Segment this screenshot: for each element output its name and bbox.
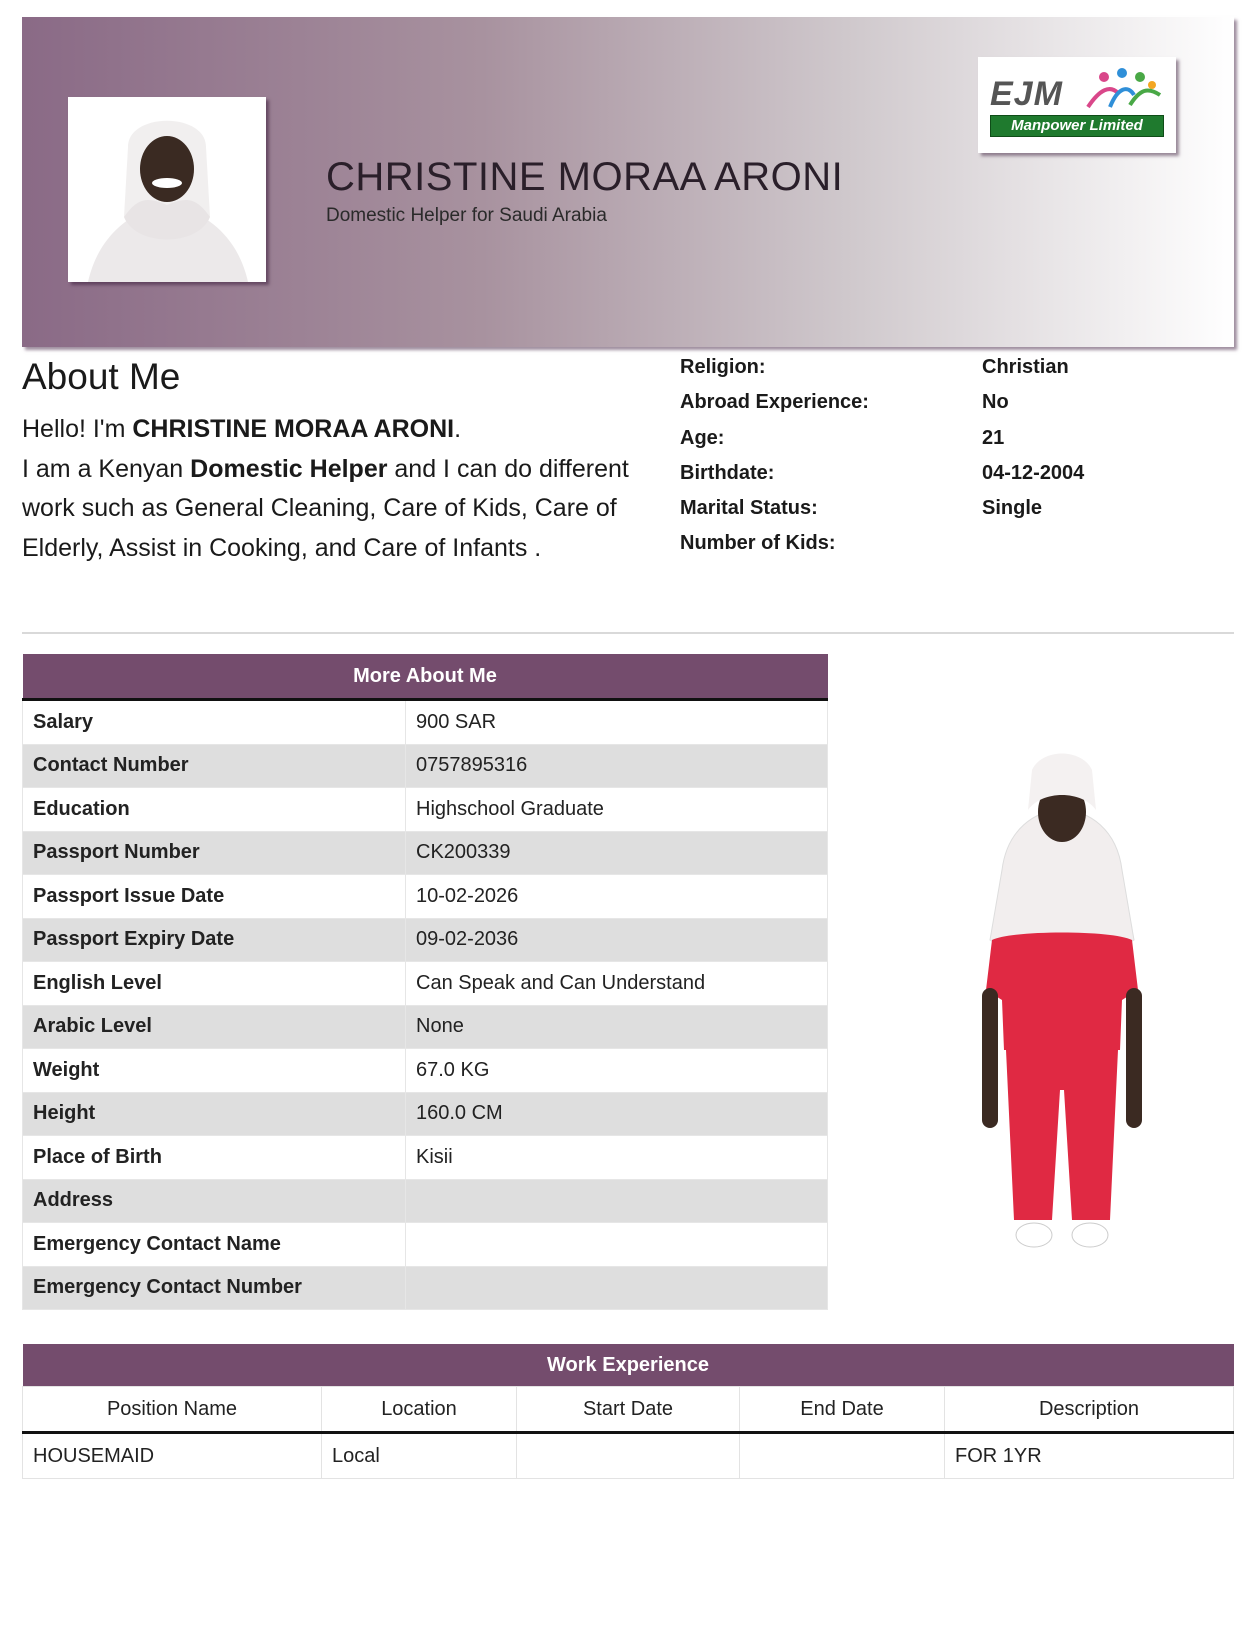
row-label: Address [23,1179,406,1223]
intro-description: and I can do different work such as General Cleaning, Care of Kids, Care of Elderly, Assist in Cooking, and Care of Infants . [22,454,629,562]
fact-label: Birthdate: [680,461,775,484]
fact-row [680,427,1240,462]
row-value: 160.0 CM [406,1092,828,1136]
fact-value: No [982,391,1009,414]
about-me-heading: About Me [22,356,181,397]
candidate-name: CHRISTINE MORAA ARONI [326,155,844,199]
personal-facts [680,356,1240,568]
row-label: Passport Number [23,831,406,875]
fact-value: 04-12-2004 [982,461,1085,484]
column-header: Position Name [23,1387,322,1433]
more-about-table [22,654,828,1310]
row-value [406,1179,828,1223]
table-row [23,1136,828,1180]
column-header: Description [945,1387,1234,1433]
row-label: Education [23,788,406,832]
row-value [406,1266,828,1310]
fact-row [680,532,1240,567]
column-header: Location [322,1387,517,1433]
row-label: Weight [23,1049,406,1093]
fact-row [680,462,1240,497]
table-row [23,875,828,919]
table-row [23,744,828,788]
start-date-cell [517,1433,740,1479]
position-cell: HOUSEMAID [23,1433,322,1479]
row-value [406,1223,828,1267]
row-value: None [406,1005,828,1049]
intro-role: Domestic Helper [190,454,388,483]
row-label: Salary [23,700,406,745]
table-row [23,1049,828,1093]
table-row [23,788,828,832]
greeting-name: CHRISTINE MORAA ARONI [132,415,455,443]
more-about-heading: More About Me [23,654,828,700]
row-label: Passport Issue Date [23,875,406,919]
fact-label: Number of Kids: [680,532,836,555]
table-row [23,700,828,745]
row-label: Arabic Level [23,1005,406,1049]
logo-brand: EJM [990,75,1063,113]
fact-value: 21 [982,426,1005,449]
fact-row [680,391,1240,426]
fact-value: Single [982,497,1043,520]
about-me-text [22,410,642,568]
fact-value: Christian [982,356,1069,378]
end-date-cell [740,1433,945,1479]
row-value: 67.0 KG [406,1049,828,1093]
row-value: Kisii [406,1136,828,1180]
row-label: Emergency Contact Number [23,1266,406,1310]
row-label: Passport Expiry Date [23,918,406,962]
intro-prefix: I am a Kenyan [22,454,191,483]
work-experience-heading: Work Experience [23,1344,1234,1387]
table-row [23,918,828,962]
table-row [23,1433,1234,1479]
description-cell: FOR 1YR [945,1433,1234,1479]
candidate-subtitle: Domestic Helper for Saudi Arabia [326,205,607,226]
fact-label: Abroad Experience: [680,391,869,414]
row-label: Contact Number [23,744,406,788]
row-label: Emergency Contact Name [23,1223,406,1267]
logo-people-icon [1082,67,1164,113]
row-value: 0757895316 [406,744,828,788]
row-value: 09-02-2036 [406,918,828,962]
table-row [23,831,828,875]
profile-photo [68,97,266,282]
row-value: 10-02-2026 [406,875,828,919]
fact-row [680,497,1240,532]
row-label: Height [23,1092,406,1136]
row-label: English Level [23,962,406,1006]
fact-label: Religion: [680,356,766,378]
row-label: Place of Birth [23,1136,406,1180]
row-value: CK200339 [406,831,828,875]
greeting-suffix: . [454,415,462,443]
table-row [23,1005,828,1049]
table-row [23,1223,828,1267]
row-value: Highschool Graduate [406,788,828,832]
fact-label: Age: [680,426,725,449]
location-cell: Local [322,1433,517,1479]
column-header: End Date [740,1387,945,1433]
table-row [23,962,828,1006]
work-experience-table [22,1344,1234,1479]
row-value: 900 SAR [406,700,828,745]
company-logo [978,57,1176,153]
logo-tagline: Manpower Limited [990,115,1164,137]
full-body-photo [972,750,1152,1280]
table-row [23,1266,828,1310]
profile-header [22,17,1234,347]
fact-label: Marital Status: [680,497,818,520]
greeting-prefix: Hello! I'm [22,415,133,443]
row-value: Can Speak and Can Understand [406,962,828,1006]
table-row [23,1092,828,1136]
section-divider [22,632,1234,634]
column-header: Start Date [517,1387,740,1433]
table-row [23,1179,828,1223]
fact-row [680,356,1240,391]
